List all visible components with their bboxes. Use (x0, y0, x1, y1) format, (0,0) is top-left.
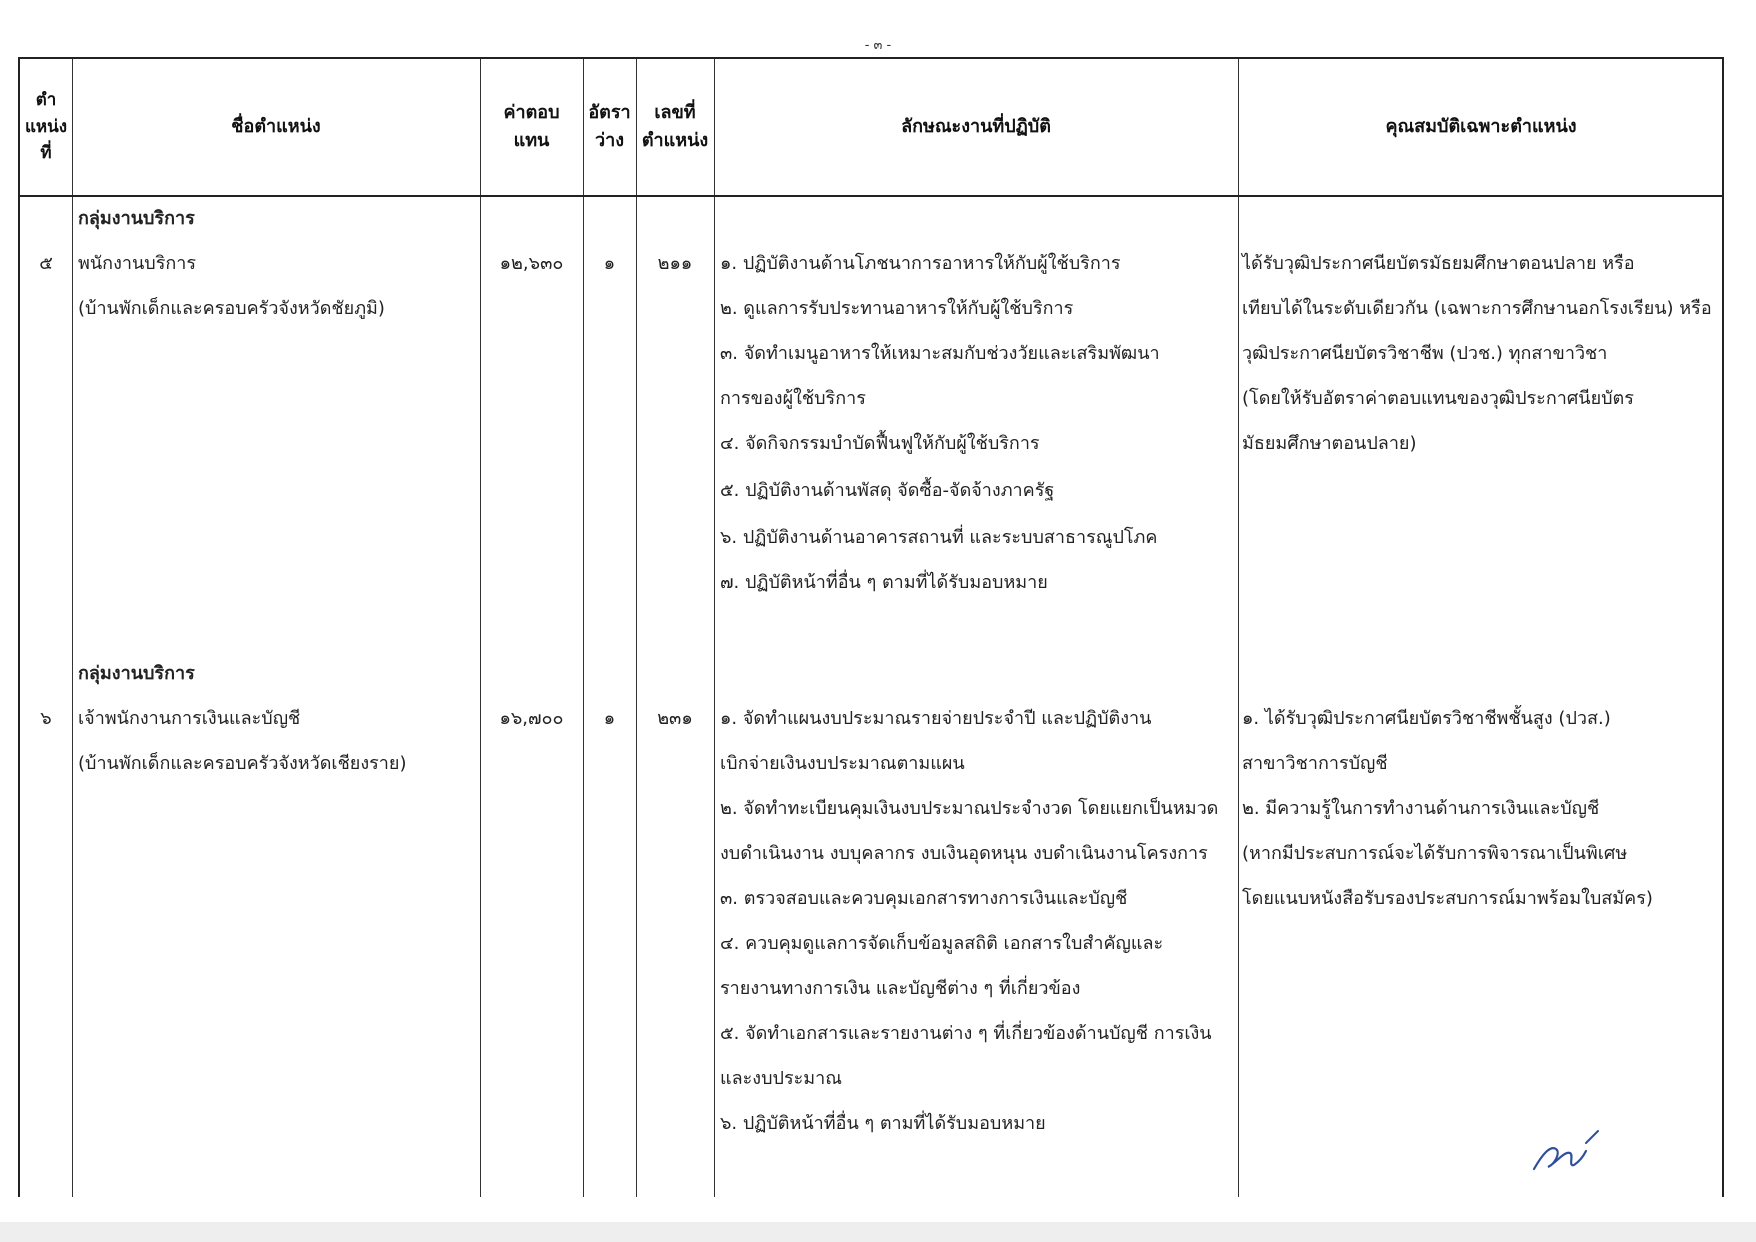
header-position-number (20, 59, 72, 195)
duty-line: รายงานทางการเงิน และบัญชีต่าง ๆ ที่เกี่ยวข้อง (720, 978, 1081, 999)
duty-line: ๗. ปฏิบัติหน้าที่อื่น ๆ ตามที่ได้รับมอบหมาย (720, 572, 1048, 593)
row-position-title: พนักงานบริการ (78, 253, 197, 274)
duty-line: งบดำเนินงาน งบบุคลากร งบเงินอุดหนุน งบดำเนินงานโครงการ (720, 843, 1208, 864)
header-qualifications: คุณสมบัติเฉพาะตำแหน่ง (1385, 116, 1577, 138)
col-divider (72, 59, 73, 1197)
qualification-line: สาขาวิชาการบัญชี (1242, 753, 1388, 774)
col-divider (1238, 59, 1239, 1197)
qualification-line: เทียบได้ในระดับเดียวกัน (เฉพาะการศึกษานอกโรงเรียน) หรือ (1242, 298, 1712, 319)
duty-line: และงบประมาณ (720, 1068, 842, 1089)
qualification-line: ๒. มีความรู้ในการทำงานด้านการเงินและบัญชี (1242, 798, 1600, 819)
qualification-line: (หากมีประสบการณ์จะได้รับการพิจารณาเป็นพิเศษ (1242, 843, 1628, 864)
header-position-name: ชื่อตำแหน่ง (231, 116, 321, 138)
col-divider (480, 59, 481, 1197)
row-position-id: ๒๑๑ (657, 253, 693, 274)
header-text: ค่าตอบ (503, 102, 560, 124)
duty-line: ๑. ปฏิบัติงานด้านโภชนาการอาหารให้กับผู้ใช้บริการ (720, 253, 1121, 274)
row-group-label: กลุ่มงานบริการ (78, 663, 195, 684)
row-vacancy: ๑ (603, 253, 616, 274)
header-position-id (636, 59, 714, 195)
handwritten-signature (1528, 1125, 1608, 1175)
row-position-title: เจ้าพนักงานการเงินและบัญชี (78, 708, 301, 729)
qualification-line: ได้รับวุฒิประกาศนียบัตรมัธยมศึกษาตอนปลาย หรือ (1242, 253, 1635, 274)
scan-bottom-edge (0, 1222, 1756, 1242)
row-position-number: ๕ (39, 253, 53, 274)
row-vacancy: ๑ (603, 708, 616, 729)
header-compensation (480, 59, 583, 195)
qualification-line: (โดยให้รับอัตราค่าตอบแทนของวุฒิประกาศนียบัตร (1242, 388, 1634, 409)
header-duties: ลักษณะงานที่ปฏิบัติ (901, 116, 1051, 138)
header-text: อัตรา (588, 102, 631, 124)
header-text: เลขที่ (654, 102, 696, 124)
duty-line: ๑. จัดทำแผนงบประมาณรายจ่ายประจำปี และปฏิบัติงาน (720, 708, 1152, 729)
header-text: ว่าง (594, 130, 624, 151)
col-divider (714, 59, 715, 1197)
header-text: ที่ (40, 143, 52, 164)
duty-line: ๕. ปฏิบัติงานด้านพัสดุ จัดซื้อ-จัดจ้างภาครัฐ (720, 480, 1055, 501)
duty-line: ๕. จัดทำเอกสารและรายงานต่าง ๆ ที่เกี่ยวข้องด้านบัญชี การเงิน (720, 1023, 1212, 1044)
duty-line: ๓. ตรวจสอบและควบคุมเอกสารทางการเงินและบัญชี (720, 888, 1128, 909)
row-group-label: กลุ่มงานบริการ (78, 208, 195, 229)
header-vacancy (583, 59, 636, 195)
header-text: แทน (513, 130, 550, 151)
page-number: - ๓ - (864, 38, 892, 53)
duty-line: ๒. ดูแลการรับประทานอาหารให้กับผู้ใช้บริการ (720, 298, 1074, 319)
row-position-unit: (บ้านพักเด็กและครอบครัวจังหวัดเชียงราย) (78, 753, 407, 774)
row-position-id: ๒๓๑ (657, 708, 693, 729)
duty-line: ๒. จัดทำทะเบียนคุมเงินงบประมาณประจำงวด โดยแยกเป็นหมวด (720, 798, 1219, 819)
qualification-line: มัธยมศึกษาตอนปลาย) (1242, 433, 1417, 454)
qualification-line: โดยแนบหนังสือรับรองประสบการณ์มาพร้อมใบสมัคร) (1242, 888, 1653, 909)
positions-table (18, 57, 1724, 1197)
row-compensation: ๑๒,๖๓๐ (499, 253, 564, 274)
header-divider (20, 195, 1722, 197)
row-position-unit: (บ้านพักเด็กและครอบครัวจังหวัดชัยภูมิ) (78, 298, 385, 319)
duty-line: ๖. ปฏิบัติงานด้านอาคารสถานที่ และระบบสาธารณูปโภค (720, 527, 1158, 548)
duty-line: ๖. ปฏิบัติหน้าที่อื่น ๆ ตามที่ได้รับมอบหมาย (720, 1113, 1046, 1134)
header-text: ตำ (35, 90, 57, 111)
duty-line: ๔. ควบคุมดูแลการจัดเก็บข้อมูลสถิติ เอกสารใบสำคัญและ (720, 933, 1164, 954)
header-text: ตำแหน่ง (641, 130, 709, 151)
header-text: แหน่ง (24, 116, 68, 137)
duty-line: เบิกจ่ายเงินงบประมาณตามแผน (720, 753, 965, 774)
col-divider (583, 59, 584, 1197)
row-compensation: ๑๖,๗๐๐ (499, 708, 564, 729)
qualification-line: ๑. ได้รับวุฒิประกาศนียบัตรวิชาชีพชั้นสูง (ปวส.) (1242, 708, 1611, 729)
row-position-number: ๖ (40, 708, 52, 729)
col-divider (636, 59, 637, 1197)
qualification-line: วุฒิประกาศนียบัตรวิชาชีพ (ปวช.) ทุกสาขาวิชา (1242, 343, 1608, 364)
duty-line: ๓. จัดทำเมนูอาหารให้เหมาะสมกับช่วงวัยและเสริมพัฒนา (720, 343, 1160, 364)
duty-line: ๔. จัดกิจกรรมบำบัดฟื้นฟูให้กับผู้ใช้บริการ (720, 433, 1040, 454)
duty-line: การของผู้ใช้บริการ (720, 388, 866, 409)
